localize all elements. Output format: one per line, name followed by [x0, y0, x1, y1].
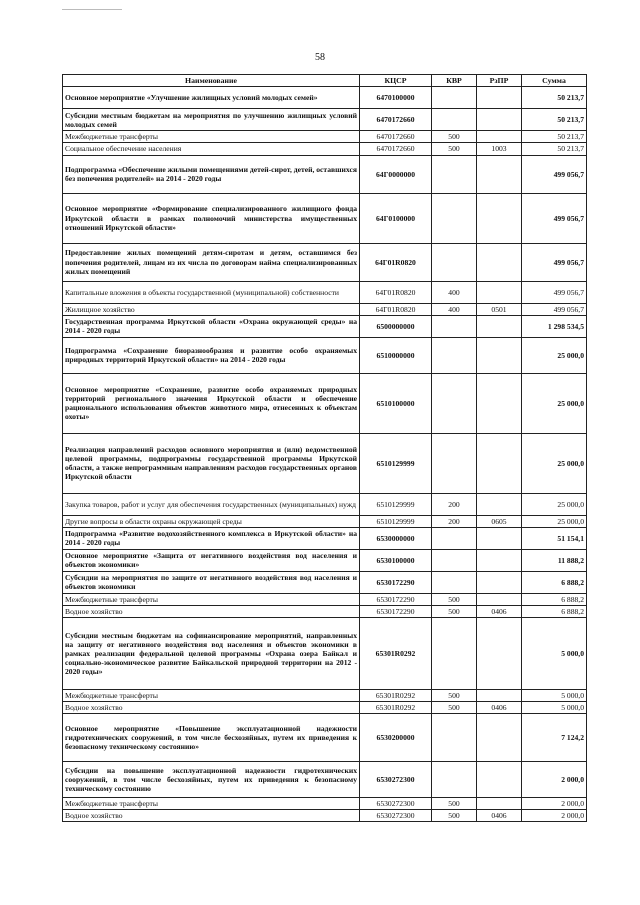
cell-sum: 7 124,2 — [522, 714, 587, 762]
cell-kvr — [432, 155, 477, 193]
cell-kvr: 200 — [432, 515, 477, 527]
cell-rzpr — [477, 373, 522, 433]
cell-kcsr: 64Г0100000 — [360, 193, 432, 243]
cell-name: Жилищное хозяйство — [63, 303, 360, 315]
cell-sum: 50 213,7 — [522, 131, 587, 143]
cell-rzpr — [477, 493, 522, 515]
cell-sum: 51 154,1 — [522, 527, 587, 549]
cell-name: Основное мероприятие «Улучшение жилищных условий молодых семей» — [63, 87, 360, 109]
cell-sum: 499 056,7 — [522, 155, 587, 193]
table-row — [63, 762, 587, 798]
cell-name: Подпрограмма «Обеспечение жилыми помещениями детей-сирот, детей, оставшихся без попечения родителей» на 2014 - 2020 годы — [63, 155, 360, 193]
header-name: Наименование — [63, 75, 360, 87]
cell-name: Водное хозяйство — [63, 605, 360, 617]
cell-name: Основное мероприятие «Сохранение, развитие особо охраняемых природных территорий регионального значения Иркутской области и обеспечение рационального использования объектов животного мира, отнесенных к объектам охоты» — [63, 373, 360, 433]
cell-kvr — [432, 762, 477, 798]
cell-kvr — [432, 315, 477, 337]
cell-kvr: 500 — [432, 593, 477, 605]
scan-artifact-line — [62, 9, 122, 10]
cell-rzpr — [477, 109, 522, 131]
cell-sum: 6 888,2 — [522, 571, 587, 593]
cell-name: Социальное обеспечение населения — [63, 143, 360, 155]
table-row — [63, 337, 587, 373]
cell-name: Межбюджетные трансферты — [63, 131, 360, 143]
cell-kvr — [432, 243, 477, 281]
cell-name: Межбюджетные трансферты — [63, 690, 360, 702]
table-row — [63, 714, 587, 762]
cell-kcsr: 6530272300 — [360, 810, 432, 822]
cell-name: Водное хозяйство — [63, 702, 360, 714]
cell-rzpr — [477, 527, 522, 549]
cell-sum: 50 213,7 — [522, 143, 587, 155]
cell-name: Основное мероприятие «Формирование специализированного жилищного фонда Иркутской области в рамках полномочий министерства имущественных отношений Иркутской области» — [63, 193, 360, 243]
header-sum: Сумма — [522, 75, 587, 87]
cell-sum: 6 888,2 — [522, 605, 587, 617]
cell-name: Предоставление жилых помещений детям-сиротам и детям, оставшимся без попечения родителей, лицам из их числа по договорам найма специализированных жилых помещений — [63, 243, 360, 281]
table-row — [63, 433, 587, 493]
cell-kvr — [432, 373, 477, 433]
cell-rzpr — [477, 87, 522, 109]
cell-sum: 2 000,0 — [522, 798, 587, 810]
cell-name: Межбюджетные трансферты — [63, 798, 360, 810]
cell-kcsr: 6530172290 — [360, 605, 432, 617]
cell-rzpr: 1003 — [477, 143, 522, 155]
cell-rzpr — [477, 315, 522, 337]
table-row — [63, 281, 587, 303]
table-row — [63, 549, 587, 571]
cell-rzpr: 0406 — [477, 605, 522, 617]
cell-sum: 6 888,2 — [522, 593, 587, 605]
cell-rzpr: 0406 — [477, 810, 522, 822]
table-row — [63, 315, 587, 337]
cell-kvr — [432, 337, 477, 373]
cell-kvr: 500 — [432, 690, 477, 702]
cell-name: Субсидии местным бюджетам на софинансирование мероприятий, направленных на защиту от негативного воздействия вод населения и объектов экономики в рамках реализации федеральной целевой программы «Охрана озера Байкал и социально-экономическое развитие Байкальской природной территории на 2012 - 2020 годы» — [63, 618, 360, 690]
table-body — [63, 87, 587, 822]
cell-name: Основное мероприятие «Защита от негативного воздействия вод населения и объектов экономики» — [63, 549, 360, 571]
cell-rzpr — [477, 762, 522, 798]
cell-rzpr: 0605 — [477, 515, 522, 527]
cell-kvr — [432, 527, 477, 549]
cell-kcsr: 6510100000 — [360, 373, 432, 433]
cell-rzpr — [477, 337, 522, 373]
cell-name: Другие вопросы в области охраны окружающей среды — [63, 515, 360, 527]
cell-rzpr: 0406 — [477, 702, 522, 714]
cell-kcsr: 65301R0292 — [360, 618, 432, 690]
cell-kcsr: 6470172660 — [360, 109, 432, 131]
cell-name: Подпрограмма «Развитие водохозяйственного комплекса в Иркутской области» на 2014 - 2020 годы — [63, 527, 360, 549]
cell-kcsr: 6500000000 — [360, 315, 432, 337]
cell-rzpr — [477, 571, 522, 593]
cell-sum: 25 000,0 — [522, 493, 587, 515]
cell-name: Водное хозяйство — [63, 810, 360, 822]
cell-sum: 25 000,0 — [522, 433, 587, 493]
cell-name: Государственная программа Иркутской области «Охрана окружающей среды» на 2014 - 2020 годы — [63, 315, 360, 337]
table-row — [63, 810, 587, 822]
cell-sum: 499 056,7 — [522, 303, 587, 315]
cell-sum: 499 056,7 — [522, 281, 587, 303]
cell-kcsr: 6470172660 — [360, 143, 432, 155]
cell-name: Субсидии местным бюджетам на мероприятия по улучшению жилищных условий молодых семей — [63, 109, 360, 131]
cell-rzpr — [477, 243, 522, 281]
cell-kvr — [432, 433, 477, 493]
cell-name: Капитальные вложения в объекты государственной (муниципальной) собственности — [63, 281, 360, 303]
cell-name: Межбюджетные трансферты — [63, 593, 360, 605]
table-row — [63, 243, 587, 281]
cell-kcsr: 64Г01R0820 — [360, 243, 432, 281]
table-row — [63, 303, 587, 315]
table-row — [63, 373, 587, 433]
cell-kcsr: 6510000000 — [360, 337, 432, 373]
cell-kvr: 200 — [432, 493, 477, 515]
cell-sum: 499 056,7 — [522, 243, 587, 281]
table-row — [63, 798, 587, 810]
header-kvr: КВР — [432, 75, 477, 87]
cell-kcsr: 6510129999 — [360, 515, 432, 527]
cell-rzpr — [477, 798, 522, 810]
cell-kvr: 500 — [432, 605, 477, 617]
table-row — [63, 690, 587, 702]
cell-kcsr: 6530272300 — [360, 762, 432, 798]
cell-kvr — [432, 618, 477, 690]
cell-rzpr — [477, 690, 522, 702]
budget-table — [62, 74, 587, 822]
table-row — [63, 515, 587, 527]
table-row — [63, 493, 587, 515]
cell-kcsr: 64Г01R0820 — [360, 281, 432, 303]
cell-name: Реализация направлений расходов основного мероприятия и (или) ведомственной целевой программы, подпрограммы государственной программы Иркутской области, а также непрограммным направлениям расходов государственных органов Иркутской области — [63, 433, 360, 493]
table-row — [63, 143, 587, 155]
cell-kvr: 500 — [432, 131, 477, 143]
cell-name: Подпрограмма «Сохранение биоразнообразия и развитие особо охраняемых природных территорий Иркутской области» на 2014 - 2020 годы — [63, 337, 360, 373]
header-rzpr: РзПР — [477, 75, 522, 87]
cell-sum: 1 298 534,5 — [522, 315, 587, 337]
cell-kcsr: 64Г01R0820 — [360, 303, 432, 315]
cell-kcsr: 6510129999 — [360, 433, 432, 493]
cell-kcsr: 6530272300 — [360, 798, 432, 810]
header-kcsr: КЦСР — [360, 75, 432, 87]
cell-rzpr — [477, 714, 522, 762]
cell-sum: 50 213,7 — [522, 109, 587, 131]
cell-name: Основное мероприятие «Повышение эксплуатационной надежности гидротехнических сооружений, в том числе бесхозяйных, путем их приведения к безопасному техническому состоянию» — [63, 714, 360, 762]
cell-kvr — [432, 87, 477, 109]
cell-sum: 2 000,0 — [522, 762, 587, 798]
cell-rzpr — [477, 549, 522, 571]
cell-sum: 499 056,7 — [522, 193, 587, 243]
cell-kcsr: 64Г0000000 — [360, 155, 432, 193]
cell-kvr: 500 — [432, 798, 477, 810]
page-number: 58 — [315, 52, 325, 63]
table-row — [63, 109, 587, 131]
cell-kcsr: 6470172660 — [360, 131, 432, 143]
cell-kvr — [432, 109, 477, 131]
cell-sum: 50 213,7 — [522, 87, 587, 109]
cell-sum: 11 888,2 — [522, 549, 587, 571]
table-row — [63, 193, 587, 243]
cell-kcsr: 6530172290 — [360, 571, 432, 593]
cell-kvr: 500 — [432, 143, 477, 155]
cell-rzpr — [477, 193, 522, 243]
table-row — [63, 571, 587, 593]
cell-sum: 25 000,0 — [522, 373, 587, 433]
table-row — [63, 618, 587, 690]
cell-name: Субсидии на повышение эксплуатационной надежности гидротехнических сооружений, в том числе бесхозяйных, путем их приведения к безопасному техническому состоянию — [63, 762, 360, 798]
cell-kvr — [432, 193, 477, 243]
cell-rzpr — [477, 618, 522, 690]
cell-rzpr — [477, 433, 522, 493]
cell-rzpr — [477, 593, 522, 605]
cell-name: Закупка товаров, работ и услуг для обеспечения государственных (муниципальных) нужд — [63, 493, 360, 515]
cell-kcsr: 6530100000 — [360, 549, 432, 571]
table-row — [63, 593, 587, 605]
cell-sum: 2 000,0 — [522, 810, 587, 822]
cell-rzpr — [477, 281, 522, 303]
cell-sum: 5 000,0 — [522, 618, 587, 690]
cell-sum: 5 000,0 — [522, 690, 587, 702]
cell-rzpr: 0501 — [477, 303, 522, 315]
cell-kcsr: 65301R0292 — [360, 690, 432, 702]
cell-kcsr: 6530200000 — [360, 714, 432, 762]
cell-rzpr — [477, 155, 522, 193]
cell-name: Субсидии на мероприятия по защите от негативного воздействия вод населения и объектов экономики — [63, 571, 360, 593]
table-header-row — [63, 75, 587, 87]
cell-kvr — [432, 571, 477, 593]
cell-sum: 5 000,0 — [522, 702, 587, 714]
table-row — [63, 87, 587, 109]
table-row — [63, 131, 587, 143]
cell-kcsr: 65301R0292 — [360, 702, 432, 714]
cell-rzpr — [477, 131, 522, 143]
cell-kvr — [432, 549, 477, 571]
cell-kcsr: 6510129999 — [360, 493, 432, 515]
table-row — [63, 605, 587, 617]
cell-kvr: 500 — [432, 810, 477, 822]
cell-kvr — [432, 714, 477, 762]
table-row — [63, 702, 587, 714]
table-row — [63, 155, 587, 193]
cell-kcsr: 6470100000 — [360, 87, 432, 109]
cell-sum: 25 000,0 — [522, 337, 587, 373]
cell-kcsr: 6530172290 — [360, 593, 432, 605]
cell-kcsr: 6530000000 — [360, 527, 432, 549]
cell-kvr: 400 — [432, 281, 477, 303]
cell-sum: 25 000,0 — [522, 515, 587, 527]
cell-kvr: 500 — [432, 702, 477, 714]
table-row — [63, 527, 587, 549]
cell-kvr: 400 — [432, 303, 477, 315]
